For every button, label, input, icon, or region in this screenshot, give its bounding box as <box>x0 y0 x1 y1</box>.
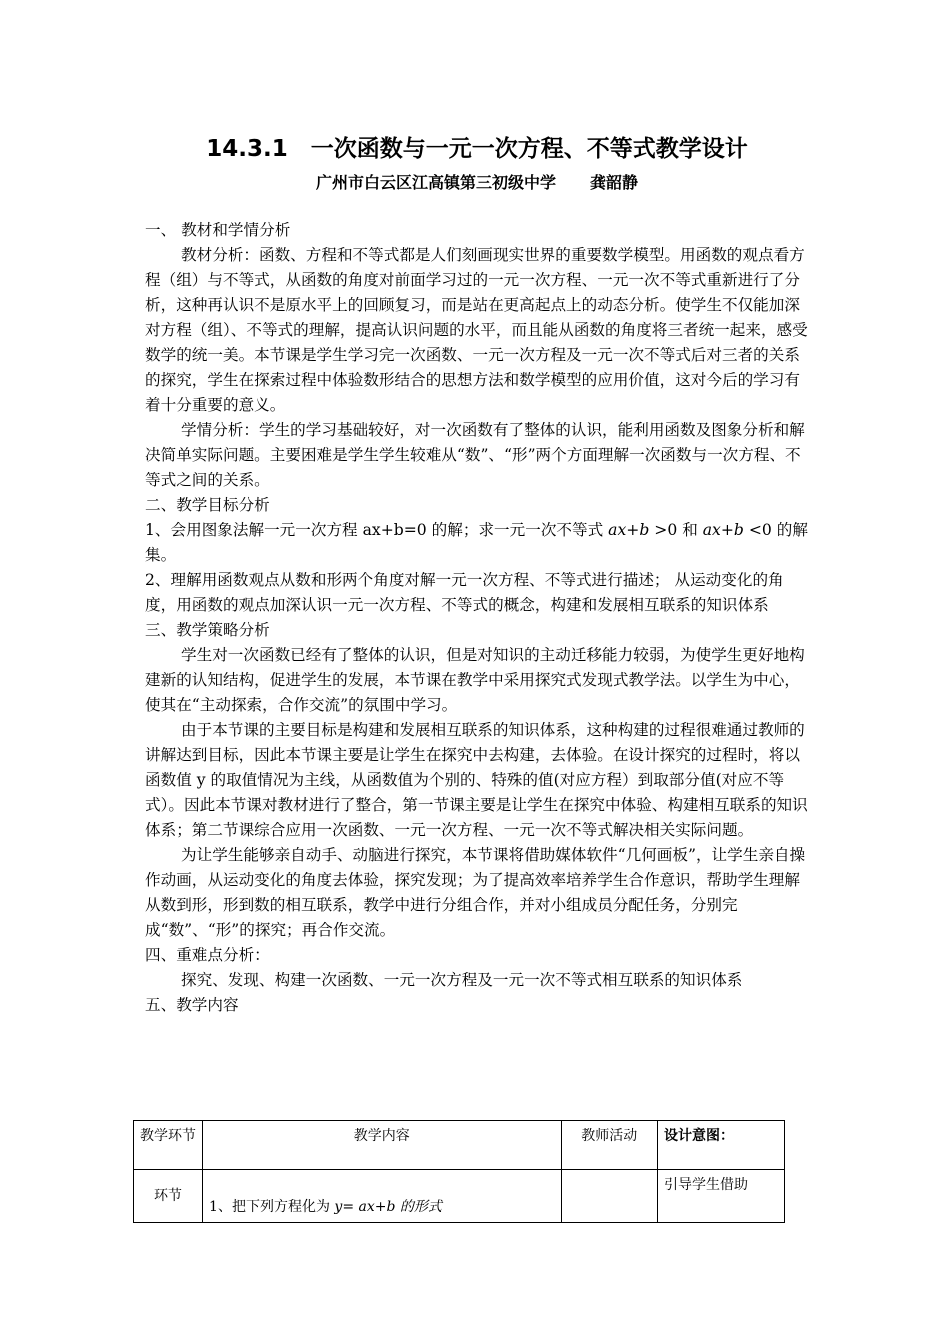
key-points-paragraph: 探究、发现、构建一次函数、一元一次方程及一元一次不等式相互联系的知识体系 <box>181 971 743 989</box>
strategy-paragraph-3: 为让学生能够亲自动手、动脑进行探究，本节课将借助媒体软件“几何画板”，让学生亲自操作动画，从运动变化的角度去体验，探究发现；为了提高效率培养学生合作意识，帮助学生理解从数到形，形到数的相互联系，教学中进行分组合作，并对小组成员分配任务，分别完成“数”、“形”的探究；再合作交流。 <box>145 846 806 939</box>
document-title: 14.3.1 一次函数与一元一次方程、不等式教学设计 <box>206 136 748 162</box>
header-content: 教学内容 <box>203 1121 562 1170</box>
stage-label: 环节 <box>154 1188 183 1204</box>
section-heading-1: 一、 教材和学情分析 <box>145 221 291 239</box>
header-stage: 教学环节 <box>134 1121 203 1170</box>
math-expression: ax+b <box>702 521 744 539</box>
author-line <box>145 170 809 196</box>
section-heading-4: 四、重难点分析： <box>145 946 270 964</box>
content-text: 1、把下列方程化为 <box>209 1199 335 1215</box>
lesson-plan-table <box>133 1120 785 1223</box>
objective-1-text-c: <0 的解集。 <box>145 521 808 564</box>
document-body <box>145 218 809 1018</box>
objective-1-text-a: 1、会用图象法解一元一次方程 ax+b=0 的解；求一元一次不等式 <box>145 521 609 539</box>
paragraph-student-analysis: 学情分析：学生的学习基础较好，对一次函数有了整体的认识，能利用函数及图象分析和解决简单实际问题。主要困难是学生学生较难从“数”、“形”两个方面理解一次函数与一次方程、不等式之间的关系。 <box>145 421 805 489</box>
author-name: 龚韶静 <box>590 173 639 192</box>
header-teacher-activity: 教师活动 <box>561 1121 657 1170</box>
objective-2: 2、理解用函数观点从数和形两个角度对解一元一次方程、不等式进行描述； 从运动变化的角度，用函数的观点加深认识一元一次方程、不等式的概念，构建和发展相互联系的知识体系 <box>145 571 784 614</box>
cell-design-intent: 引导学生借助 <box>658 1170 785 1223</box>
strategy-paragraph-2: 由于本节课的主要目标是构建和发展相互联系的知识体系，这种构建的过程很难通过教师的讲解达到目标，因此本节课主要是让学生在探究中去构建，去体验。在设计探究的过程时，将以函数值 y 的取值情况为主线，从函数值为个别的、特殊的值(对应方程）到取部分值(对应不等式）。因此本节课对教材进行了整合，第一节课主要是让学生在探究中体验、构建相互联系的知识体系；第二节课综合应用一次函数、一元一次方程、一元一次不等式解决相关实际问题。 <box>145 721 808 839</box>
math-expression: ax+b <box>608 521 650 539</box>
paragraph-textbook-analysis: 教材分析：函数、方程和不等式都是人们刻画现实世界的重要数学模型。用函数的观点看方程（组）与不等式，从函数的角度对前面学习过的一元一次方程、一元一次不等式重新进行了分析，这种再认识不是原水平上的回顾复习，而是站在更高起点上的动态分析。使学生不仅能加深对方程（组）、不等式的理解，提高认识问题的水平，而且能从函数的角度将三者统一起来，感受数学的统一美。本节课是学生学习完一次函数、一元一次方程及一元一次不等式后对三者的关系的探究，学生在探索过程中体验数形结合的思想方法和数学模型的应用价值，这对今后的学习有着十分重要的意义。 <box>145 246 808 414</box>
strategy-paragraph-1: 学生对一次函数已经有了整体的认识，但是对知识的主动迁移能力较弱，为使学生更好地构建新的认知结构，促进学生的发展，本节课在教学中采用探究式发现式教学法。以学生为中心，使其在“主动探索，合作交流”的氛围中学习。 <box>145 646 805 714</box>
header-design-intent: 设计意图： <box>658 1121 785 1170</box>
cell-stage <box>134 1170 203 1223</box>
objective-1 <box>145 518 809 568</box>
cell-teacher-activity <box>561 1170 657 1223</box>
table-row <box>134 1170 785 1223</box>
objective-1-text-b: >0 和 <box>649 521 703 539</box>
content-math: y= ax+b 的形式 <box>334 1199 442 1215</box>
school-name: 广州市白云区江高镇第三初级中学 <box>315 173 556 192</box>
section-heading-3: 三、教学策略分析 <box>145 621 270 639</box>
cell-content <box>203 1170 562 1223</box>
section-heading-5: 五、教学内容 <box>145 996 239 1014</box>
document-page <box>145 132 809 1018</box>
section-heading-2: 二、教学目标分析 <box>145 496 270 514</box>
table-header-row <box>134 1121 785 1170</box>
